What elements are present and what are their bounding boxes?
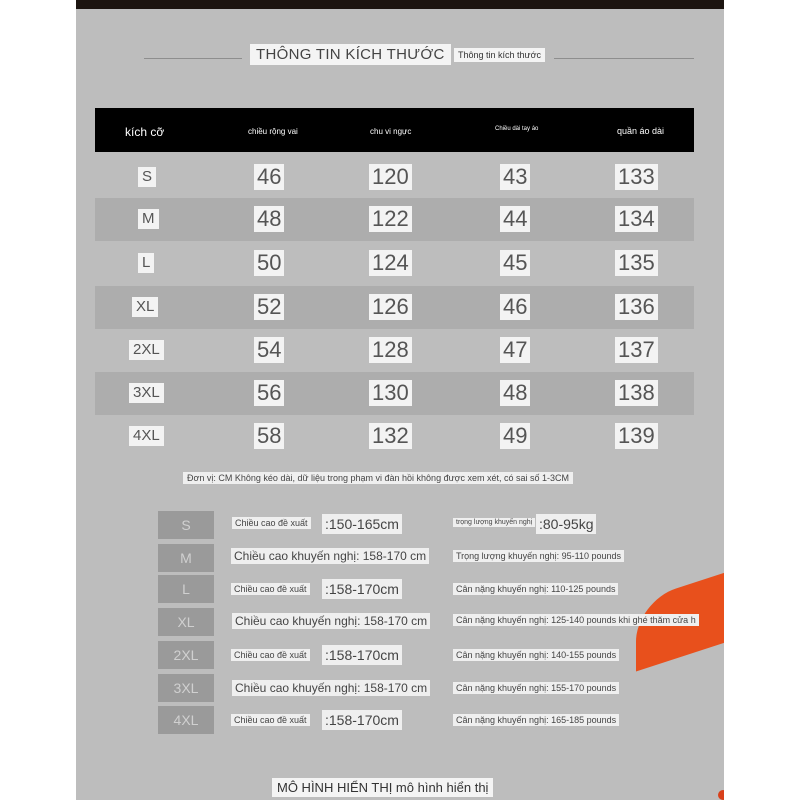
- title-line-left: [144, 58, 242, 59]
- model-display-title: MÔ HÌNH HIỂN THỊ mô hình hiển thị: [272, 778, 493, 797]
- chest-cell: 124: [369, 250, 412, 276]
- weight-text: Cân nặng khuyến nghị: 125-140 pounds khi ghé thăm cửa h: [453, 614, 699, 626]
- height-text: Chiều cao khuyến nghị: 158-170 cm: [232, 613, 430, 629]
- size-cell: M: [138, 209, 159, 229]
- size-cell: 4XL: [129, 426, 164, 446]
- table-row: [95, 329, 694, 372]
- table-row: [95, 415, 694, 458]
- length-cell: 138: [615, 380, 658, 406]
- section-title: THÔNG TIN KÍCH THƯỚC: [250, 44, 451, 65]
- size-cell: L: [138, 253, 154, 273]
- shoulder-cell: 58: [254, 423, 284, 449]
- height-value: :158-170cm: [322, 645, 402, 665]
- height-value: :150-165cm: [322, 514, 402, 534]
- title-line-right: [554, 58, 694, 59]
- height-text: Chiều cao khuyến nghị: 158-170 cm: [231, 548, 429, 564]
- size-badge: 3XL: [158, 674, 214, 702]
- chest-cell: 126: [369, 294, 412, 320]
- sleeve-cell: 49: [500, 423, 530, 449]
- shoulder-cell: 50: [254, 250, 284, 276]
- shoulder-cell: 54: [254, 337, 284, 363]
- chest-cell: 130: [369, 380, 412, 406]
- height-text: Chiều cao khuyến nghị: 158-170 cm: [232, 680, 430, 696]
- shoulder-cell: 56: [254, 380, 284, 406]
- height-label: Chiều cao đề xuất: [231, 714, 310, 726]
- size-badge: XL: [158, 608, 214, 636]
- sleeve-cell: 46: [500, 294, 530, 320]
- size-badge: L: [158, 575, 214, 603]
- height-label: Chiều cao đề xuất: [231, 649, 310, 661]
- size-badge: M: [158, 544, 214, 572]
- height-value: :158-170cm: [322, 710, 402, 730]
- sleeve-cell: 43: [500, 164, 530, 190]
- weight-text: Cân nặng khuyến nghị: 165-185 pounds: [453, 714, 619, 726]
- unit-note: Đơn vị: CM Không kéo dài, dữ liệu trong phạm vi đàn hồi không được xem xét, có sai số 1-3CM: [183, 472, 573, 484]
- table-row: [95, 156, 694, 199]
- length-cell: 135: [615, 250, 658, 276]
- length-cell: 134: [615, 206, 658, 232]
- header-chest: chu vi ngực: [370, 127, 412, 136]
- chest-cell: 120: [369, 164, 412, 190]
- chest-cell: 122: [369, 206, 412, 232]
- sleeve-cell: 48: [500, 380, 530, 406]
- table-row: [95, 242, 694, 285]
- section-subtitle: Thông tin kích thước: [454, 48, 545, 62]
- height-value: :158-170cm: [322, 579, 402, 599]
- size-cell: 3XL: [129, 383, 164, 403]
- sleeve-cell: 45: [500, 250, 530, 276]
- size-chart-panel: [76, 0, 724, 800]
- top-photo-strip: [76, 0, 724, 9]
- size-badge: 4XL: [158, 706, 214, 734]
- weight-value: :80-95kg: [536, 514, 596, 534]
- size-cell: 2XL: [129, 340, 164, 360]
- sleeve-cell: 44: [500, 206, 530, 232]
- height-label: Chiều cao đề xuất: [231, 583, 310, 595]
- weight-text: Cân nặng khuyến nghị: 155-170 pounds: [453, 682, 619, 694]
- shoulder-cell: 48: [254, 206, 284, 232]
- length-cell: 139: [615, 423, 658, 449]
- length-cell: 136: [615, 294, 658, 320]
- weight-text: Cân nặng khuyến nghị: 110-125 pounds: [453, 583, 618, 595]
- weight-text: Cân nặng khuyến nghị: 140-155 pounds: [453, 649, 619, 661]
- chest-cell: 132: [369, 423, 412, 449]
- weight-label: trọng lượng khuyến nghị: [453, 518, 535, 527]
- shoulder-cell: 46: [254, 164, 284, 190]
- header-shoulder: chiều rộng vai: [248, 127, 298, 136]
- table-row: [95, 372, 694, 415]
- corner-decoration: [718, 790, 724, 800]
- sleeve-cell: 47: [500, 337, 530, 363]
- table-row: [95, 198, 694, 241]
- table-row: [95, 286, 694, 329]
- header-size: kích cỡ: [125, 125, 165, 139]
- header-length: quần áo dài: [617, 126, 665, 136]
- table-header: [95, 108, 694, 152]
- weight-text: Trọng lượng khuyến nghị: 95-110 pounds: [453, 550, 624, 562]
- length-cell: 137: [615, 337, 658, 363]
- chest-cell: 128: [369, 337, 412, 363]
- size-cell: S: [138, 167, 156, 187]
- length-cell: 133: [615, 164, 658, 190]
- shoulder-cell: 52: [254, 294, 284, 320]
- header-sleeve: Chiều dài tay áo: [495, 126, 539, 132]
- size-badge: S: [158, 511, 214, 539]
- size-cell: XL: [132, 297, 158, 317]
- height-label: Chiều cao đề xuất: [232, 517, 311, 529]
- size-badge: 2XL: [158, 641, 214, 669]
